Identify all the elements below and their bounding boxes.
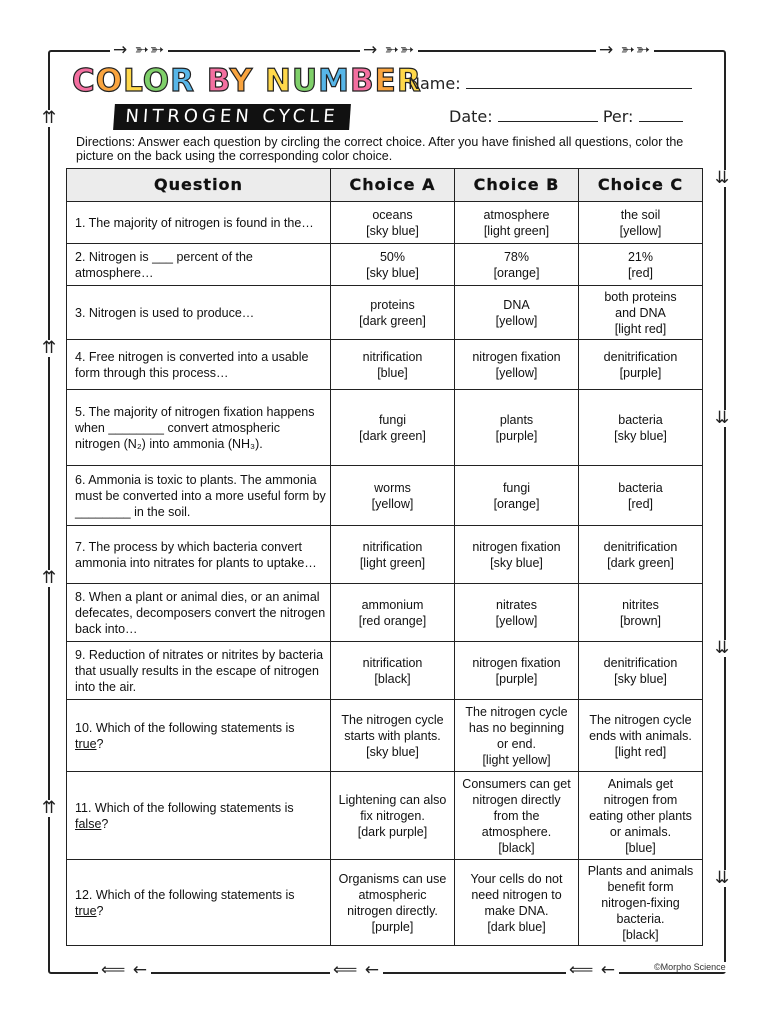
question-cell <box>67 860 331 946</box>
table-row <box>67 466 703 526</box>
question-text-end: ? <box>96 903 104 918</box>
question-text: 11. Which of the following statements is <box>75 800 294 815</box>
arrow-decoration-icon: ⇈ <box>38 570 60 587</box>
choice-c-cell[interactable] <box>579 244 703 286</box>
name-line[interactable] <box>466 74 692 89</box>
choice-b-line: The nitrogen cycle <box>465 704 568 719</box>
question-cell: 2. Nitrogen is ___ percent of the atmosphere… <box>67 244 331 286</box>
arrow-decoration-icon: ⇈ <box>38 800 60 817</box>
period-line[interactable] <box>639 107 683 122</box>
table-row <box>67 340 703 390</box>
choice-b-line: [sky blue] <box>490 555 543 570</box>
arrow-decoration-icon: ⇊ <box>711 410 733 427</box>
table-row <box>67 244 703 286</box>
choice-a-line: starts with plants. <box>344 728 441 743</box>
choice-a-line: [blue] <box>377 365 408 380</box>
question-text-end: ? <box>96 736 104 751</box>
choice-a-line: [purple] <box>371 919 414 934</box>
name-field[interactable] <box>408 74 692 93</box>
choice-a-line: oceans <box>372 207 413 222</box>
choice-a-cell[interactable] <box>331 202 455 244</box>
choice-c-line: denitrification <box>603 655 678 670</box>
question-cell <box>67 772 331 860</box>
choice-c-line: the soil <box>620 207 661 222</box>
arrow-decoration-icon: ⇊ <box>711 170 733 187</box>
choice-b-line: nitrates <box>496 597 537 612</box>
choice-b-line: [light green] <box>483 223 550 238</box>
date-line[interactable] <box>498 107 598 122</box>
choice-c-cell[interactable] <box>579 526 703 584</box>
title-letter: B <box>350 63 375 99</box>
title-letter: B <box>206 63 230 99</box>
choice-a-line: [sky blue] <box>366 265 419 280</box>
question-cell: 1. The majority of nitrogen is found in the… <box>67 202 331 244</box>
choice-c-cell[interactable] <box>579 772 703 860</box>
choice-c-line: bacteria <box>618 480 663 495</box>
choice-c-line: [red] <box>627 265 653 280</box>
choice-b-cell[interactable] <box>455 466 579 526</box>
question-emphasis: true <box>75 736 97 751</box>
question-emphasis: false <box>75 816 102 831</box>
question-cell: 7. The process by which bacteria convert ammonia into nitrates for plants to uptake… <box>67 526 331 584</box>
choice-b-line: nitrogen fixation <box>472 539 561 554</box>
choice-c-cell[interactable] <box>579 340 703 390</box>
choice-a-line: ammonium <box>361 597 424 612</box>
choice-c-line: both proteins <box>604 289 677 304</box>
table-row <box>67 526 703 584</box>
question-text: 10. Which of the following statements is <box>75 720 295 735</box>
choice-b-line: DNA <box>503 297 530 312</box>
title-letter: E <box>374 63 397 99</box>
choice-a-cell[interactable] <box>331 286 455 340</box>
choice-a-cell[interactable] <box>331 390 455 466</box>
table-row <box>67 390 703 466</box>
question-cell: 5. The majority of nitrogen fixation happens when ________ convert atmospheric nitrogen (N₂) into ammonia (NH₃). <box>67 390 331 466</box>
title-letter: U <box>291 63 319 99</box>
page-subtitle: NITROGEN CYCLE <box>113 104 351 130</box>
title-letter: M <box>318 63 350 99</box>
choice-a-cell[interactable] <box>331 526 455 584</box>
choice-a-line: worms <box>374 480 411 495</box>
question-cell: 9. Reduction of nitrates or nitrites by bacteria that usually results in the escape of nitrogen into the air. <box>67 642 331 700</box>
question-cell: 4. Free nitrogen is converted into a usable form through this process… <box>67 340 331 390</box>
choice-c-cell[interactable] <box>579 202 703 244</box>
choice-c-cell[interactable] <box>579 584 703 642</box>
table-row <box>67 642 703 700</box>
choice-b-line: atmosphere. <box>481 824 552 839</box>
choice-b-cell[interactable] <box>455 340 579 390</box>
choice-b-line: [orange] <box>493 496 540 511</box>
choice-c-cell[interactable] <box>579 286 703 340</box>
choice-b-line: [yellow] <box>495 365 538 380</box>
choice-b-line: [orange] <box>493 265 540 280</box>
choice-a-line: The nitrogen cycle <box>341 712 444 727</box>
choice-b-cell[interactable] <box>455 642 579 700</box>
choice-a-line: [dark green] <box>359 428 426 443</box>
choice-a-line: [light green] <box>359 555 426 570</box>
choice-b-cell[interactable] <box>455 772 579 860</box>
choice-a-line: [dark green] <box>359 313 426 328</box>
arrow-decoration-icon: ⇈ <box>38 110 60 127</box>
question-cell: 3. Nitrogen is used to produce… <box>67 286 331 340</box>
choice-b-line: 78% <box>503 249 530 264</box>
choice-a-cell[interactable] <box>331 700 455 772</box>
header-question: Question <box>67 169 331 202</box>
choice-b-cell[interactable] <box>455 202 579 244</box>
choice-b-line: [yellow] <box>495 613 538 628</box>
copyright-credit: ©Morpho Science <box>654 962 726 972</box>
choice-c-line: [blue] <box>625 840 656 855</box>
choice-b-cell[interactable] <box>455 244 579 286</box>
title-letter: O <box>142 63 171 99</box>
choice-a-line: atmospheric <box>358 887 427 902</box>
choice-b-cell[interactable] <box>455 390 579 466</box>
arrow-decoration-icon: ⟸ ← <box>98 962 151 979</box>
choice-c-line: [brown] <box>620 613 661 628</box>
choice-a-cell[interactable] <box>331 466 455 526</box>
choice-c-line: bacteria. <box>616 911 665 926</box>
title-letter: C <box>72 63 96 99</box>
choice-c-line: Animals get <box>607 776 674 791</box>
choice-c-line: [light red] <box>614 744 667 759</box>
choice-a-cell[interactable] <box>331 642 455 700</box>
table-row <box>67 700 703 772</box>
arrow-decoration-icon: → ➳➳ <box>360 42 418 59</box>
choice-b-cell[interactable] <box>455 286 579 340</box>
choice-a-cell[interactable] <box>331 772 455 860</box>
table-row <box>67 202 703 244</box>
choice-c-cell[interactable] <box>579 642 703 700</box>
choice-b-cell[interactable] <box>455 526 579 584</box>
arrow-decoration-icon: ⇊ <box>711 640 733 657</box>
choice-c-line: nitrogen from <box>603 792 678 807</box>
choice-b-line: from the <box>493 808 540 823</box>
arrow-decoration-icon: ⟸ ← <box>566 962 619 979</box>
choice-b-cell[interactable] <box>455 584 579 642</box>
choice-c-line: denitrification <box>603 539 678 554</box>
name-label: Name: <box>408 74 461 93</box>
title-letter: R <box>396 63 422 99</box>
choice-b-cell[interactable] <box>455 860 579 946</box>
date-label: Date: <box>449 107 493 126</box>
choice-c-line: nitrogen-fixing <box>601 895 680 910</box>
choice-c-line: [yellow] <box>619 223 662 238</box>
table-row <box>67 584 703 642</box>
title-letter <box>253 63 265 99</box>
table-row <box>67 286 703 340</box>
question-text: 12. Which of the following statements is <box>75 887 295 902</box>
choice-b-line: atmosphere <box>483 207 550 222</box>
choice-a-line: 50% <box>379 249 406 264</box>
choice-b-line: fungi <box>502 480 531 495</box>
choice-c-line: [black] <box>622 927 659 942</box>
choice-a-line: [dark purple] <box>357 824 428 839</box>
choice-b-cell[interactable] <box>455 700 579 772</box>
title-letter: L <box>123 63 143 99</box>
header-choice-b: Choice B <box>455 169 579 202</box>
question-cell: 6. Ammonia is toxic to plants. The ammonia must be converted into a more useful form by ________ in the soil. <box>67 466 331 526</box>
choice-b-line: [purple] <box>495 671 538 686</box>
page-title <box>72 63 422 99</box>
choice-b-line: nitrogen fixation <box>472 349 561 364</box>
question-emphasis: true <box>75 903 97 918</box>
choice-b-line: Your cells do not <box>470 871 563 886</box>
choice-a-line: [sky blue] <box>366 223 419 238</box>
choice-c-line: ends with animals. <box>589 728 692 743</box>
choice-c-line: [dark green] <box>607 555 674 570</box>
choice-c-line: or animals. <box>609 824 672 839</box>
choice-a-line: nitrification <box>362 539 423 554</box>
title-letter: N <box>265 63 292 99</box>
choice-b-line: make DNA. <box>484 903 549 918</box>
table-row <box>67 772 703 860</box>
title-letter: R <box>170 63 196 99</box>
choice-b-line: has no beginning <box>468 720 565 735</box>
choice-c-line: denitrification <box>603 349 678 364</box>
choice-c-line: [light red] <box>614 321 667 336</box>
choice-a-line: [black] <box>374 671 411 686</box>
choice-c-cell[interactable] <box>579 700 703 772</box>
choice-c-line: [red] <box>627 496 653 511</box>
choice-c-line: Plants and animals <box>587 863 694 878</box>
arrow-decoration-icon: → ➳➳ <box>110 42 168 59</box>
choice-a-line: fungi <box>378 412 407 427</box>
question-text-end: ? <box>101 816 109 831</box>
choice-b-line: [dark blue] <box>487 919 546 934</box>
title-letter: Y <box>229 63 254 99</box>
choice-a-line: Organisms can use <box>338 871 447 886</box>
choice-c-cell[interactable] <box>579 466 703 526</box>
choice-c-line: [sky blue] <box>614 428 667 443</box>
choice-a-cell[interactable] <box>331 584 455 642</box>
question-cell: 8. When a plant or animal dies, or an animal defecates, decomposers convert the nitrogen back into… <box>67 584 331 642</box>
choice-b-line: plants <box>499 412 534 427</box>
choice-c-line: nitrites <box>622 597 659 612</box>
date-field[interactable] <box>449 107 683 126</box>
choice-b-line: nitrogen directly <box>472 792 561 807</box>
choice-a-line: [yellow] <box>371 496 414 511</box>
choice-b-line: or end. <box>497 736 536 751</box>
title-letter <box>195 63 207 99</box>
choice-c-line: and DNA <box>615 305 666 320</box>
table-row <box>67 860 703 946</box>
choice-c-line: [purple] <box>619 365 662 380</box>
choice-a-line: Lightening can also <box>338 792 447 807</box>
choice-b-line: [light yellow] <box>482 752 551 767</box>
choice-a-line: fix nitrogen. <box>360 808 425 823</box>
choice-b-line: [black] <box>498 840 535 855</box>
choice-a-cell[interactable] <box>331 860 455 946</box>
choice-b-line: nitrogen fixation <box>472 655 561 670</box>
choice-c-line: [sky blue] <box>614 671 667 686</box>
choice-a-cell[interactable] <box>331 244 455 286</box>
choice-b-line: [yellow] <box>495 313 538 328</box>
header-choice-c: Choice C <box>579 169 703 202</box>
choice-c-cell[interactable] <box>579 390 703 466</box>
question-table <box>66 168 703 946</box>
period-label: Per: <box>602 107 634 126</box>
choice-c-cell[interactable] <box>579 860 703 946</box>
choice-c-line: eating other plants <box>589 808 692 823</box>
choice-c-line: 21% <box>627 249 654 264</box>
choice-a-line: nitrification <box>362 655 423 670</box>
choice-a-line: nitrification <box>362 349 423 364</box>
choice-a-cell[interactable] <box>331 340 455 390</box>
arrow-decoration-icon: ⇊ <box>711 870 733 887</box>
choice-a-line: nitrogen directly. <box>347 903 438 918</box>
choice-c-line: bacteria <box>618 412 663 427</box>
arrow-decoration-icon: ⇈ <box>38 340 60 357</box>
header-choice-a: Choice A <box>331 169 455 202</box>
table-header-row <box>67 169 703 202</box>
choice-a-line: proteins <box>370 297 415 312</box>
title-letter: O <box>95 63 124 99</box>
choice-b-line: need nitrogen to <box>471 887 562 902</box>
arrow-decoration-icon: ⟸ ← <box>330 962 383 979</box>
choice-b-line: [purple] <box>495 428 538 443</box>
choice-c-line: The nitrogen cycle <box>589 712 692 727</box>
question-cell <box>67 700 331 772</box>
directions-text: Directions: Answer each question by circling the correct choice. After you have finished all questions, color the picture on the back using the corresponding color choice. <box>76 135 684 163</box>
choice-c-line: benefit form <box>607 879 674 894</box>
choice-b-line: Consumers can get <box>462 776 571 791</box>
choice-a-line: [red orange] <box>358 613 427 628</box>
choice-a-line: [sky blue] <box>366 744 419 759</box>
arrow-decoration-icon: → ➳➳ <box>596 42 654 59</box>
